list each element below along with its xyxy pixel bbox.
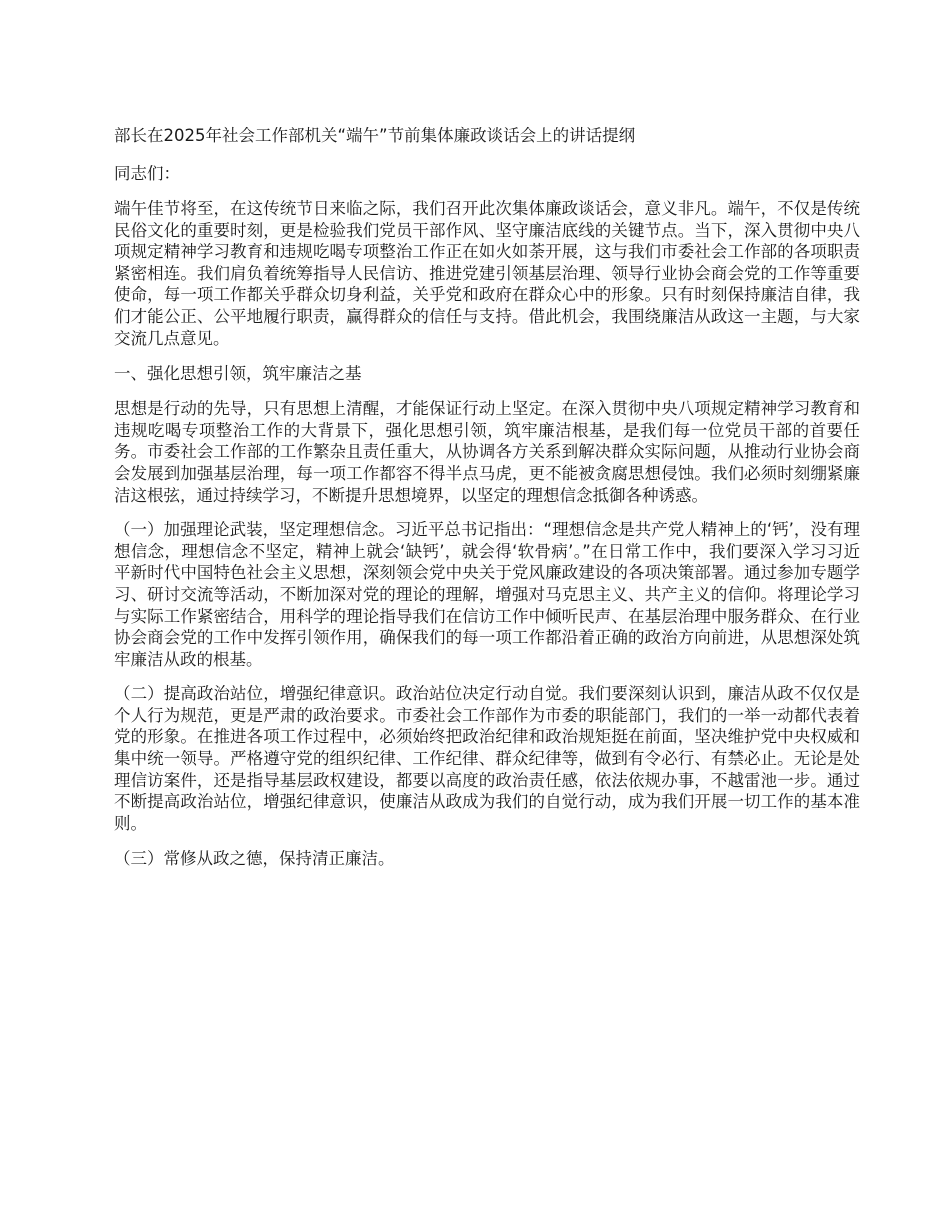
subsection-3-heading: （三）常修从政之德，保持清正廉洁。 xyxy=(114,849,395,869)
section-1-heading: 一、强化思想引领，筑牢廉洁之基 xyxy=(114,364,362,384)
document-page xyxy=(114,124,860,883)
document-title: 部长在2025年社会工作部机关“端午”节前集体廉政谈话会上的讲话提纲 xyxy=(114,126,636,145)
salutation: 同志们： xyxy=(114,164,180,183)
section-1-body: 思想是行动的先导，只有思想上清醒，才能保证行动上坚定。在深入贯彻中央八项规定精神学习教育和违规吃喝专项整治工作的大背景下，强化思想引领，筑牢廉洁根基，是我们每一位党员干部的首要任务。市委社会工作部的工作繁杂且责任重大，从协调各方关系到解决群众实际问题，从推动行业协会商会发展到加强基层治理，每一项工作都容不得半点马虎，更不能被贪腐思想侵蚀。我们必须时刻绷紧廉洁这根弦，通过持续学习，不断提升思想境界，以坚定的理想信念抵御各种诱惑。 xyxy=(114,399,860,505)
intro-paragraph: 端午佳节将至，在这传统节日来临之际，我们召开此次集体廉政谈话会，意义非凡。端午，不仅是传统民俗文化的重要时刻，更是检验我们党员干部作风、坚守廉洁底线的关键节点。当下，深入贯彻中央八项规定精神学习教育和违规吃喝专项整治工作正在如火如荼开展，这与我们市委社会工作部的各项职责紧密相连。我们肩负着统筹指导人民信访、推进党建引领基层治理、领导行业协会商会党的工作等重要使命，每一项工作都关乎群众切身利益，关乎党和政府在群众心中的形象。只有时刻保持廉洁自律，我们才能公正、公平地履行职责，赢得群众的信任与支持。借此机会，我围绕廉洁从政这一主题，与大家交流几点意见。 xyxy=(114,199,860,348)
subsection-1-paragraph: （一）加强理论武装，坚定理想信念。习近平总书记指出：“理想信念是共产党人精神上的‘钙’，没有理想信念，理想信念不坚定，精神上就会‘缺钙’，就会得‘软骨病’。”在日常工作中，我们要深入学习习近平新时代中国特色社会主义思想，深刻领会党中央关于党风廉政建设的各项决策部署。通过参加专题学习、研讨交流等活动，不断加深对党的理论的理解，增强对马克思主义、共产主义的信仰。将理论学习与实际工作紧密结合，用科学的理论指导我们在信访工作中倾听民声、在基层治理中服务群众、在行业协会商会党的工作中发挥引领作用，确保我们的每一项工作都沿着正确的政治方向前进，从思想深处筑牢廉洁从政的根基。 xyxy=(114,520,860,669)
subsection-2-paragraph: （二）提高政治站位，增强纪律意识。政治站位决定行动自觉。我们要深刻认识到，廉洁从政不仅仅是个人行为规范，更是严肃的政治要求。市委社会工作部作为市委的职能部门，我们的一举一动都代表着党的形象。在推进各项工作过程中，必须始终把政治纪律和政治规矩挺在前面，坚决维护党中央权威和集中统一领导。严格遵守党的组织纪律、工作纪律、群众纪律等，做到有令必行、有禁必止。无论是处理信访案件，还是指导基层政权建设，都要以高度的政治责任感，依法依规办事，不越雷池一步。通过不断提高政治站位，增强纪律意识，使廉洁从政成为我们的自觉行动，成为我们开展一切工作的基本准则。 xyxy=(114,684,860,833)
